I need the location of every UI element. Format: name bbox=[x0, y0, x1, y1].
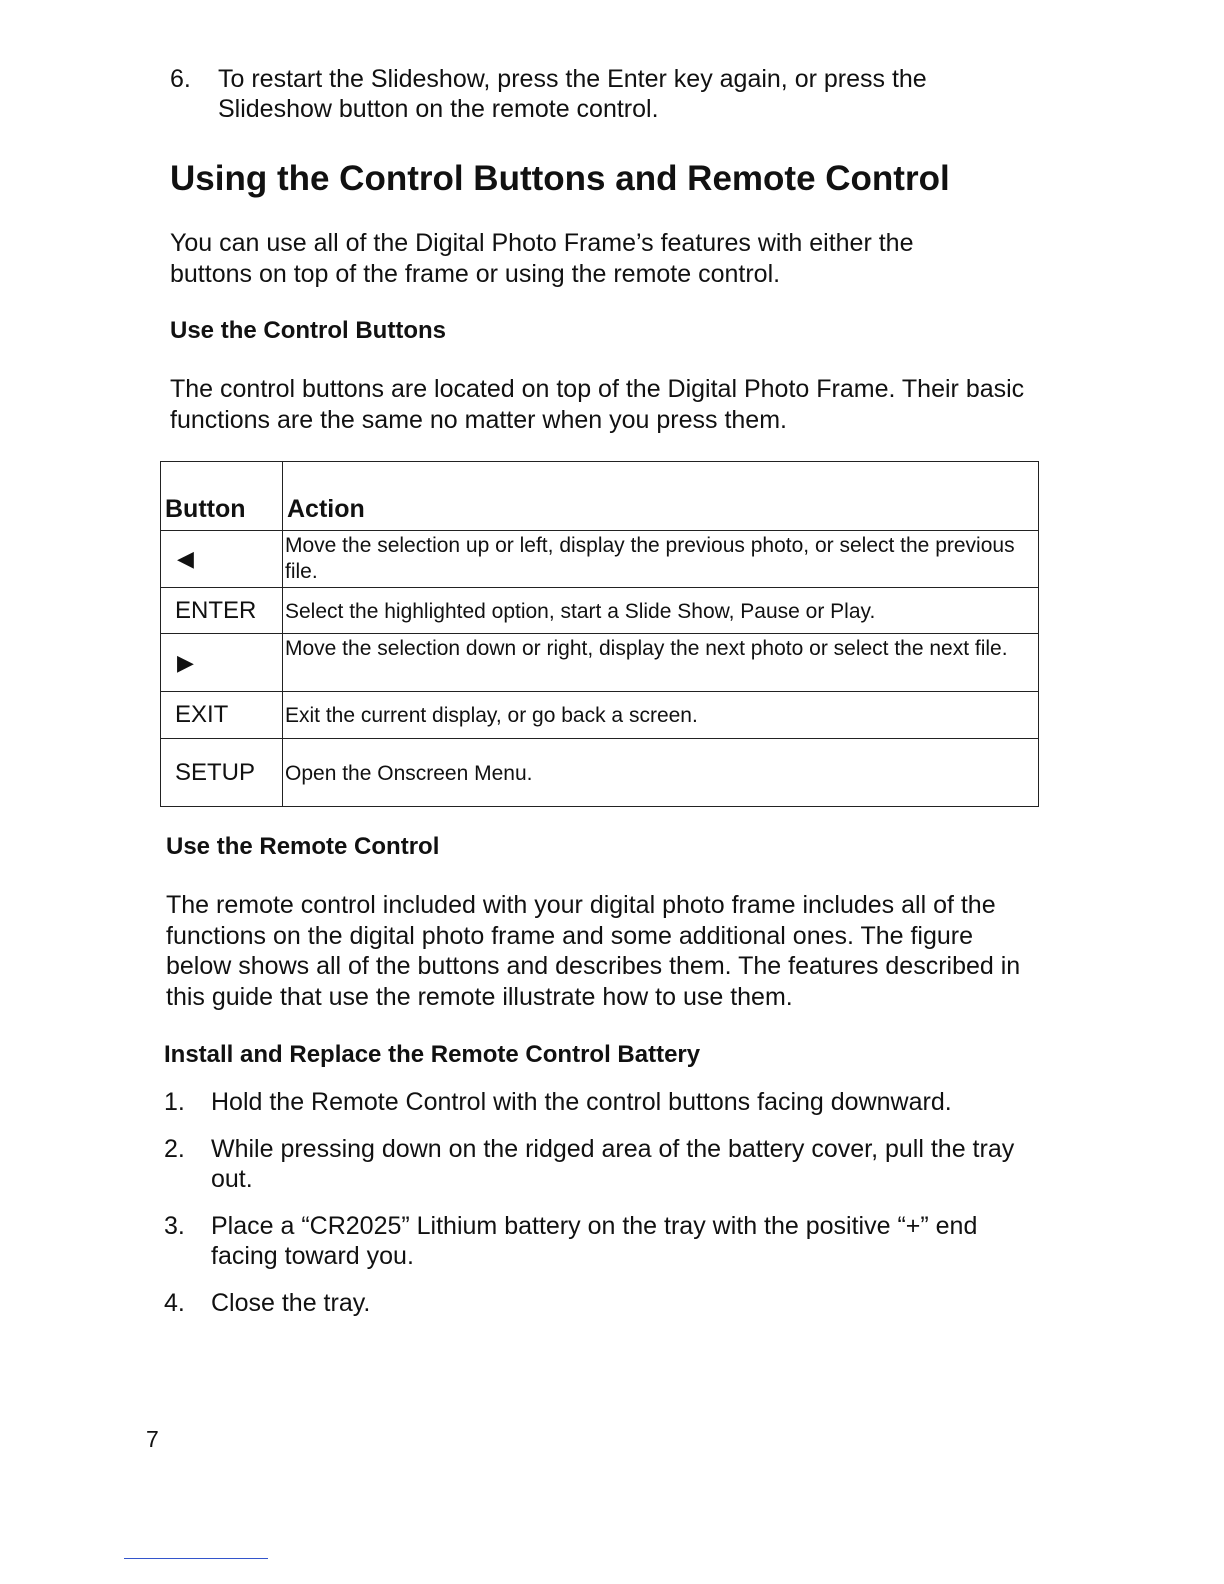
left-arrow-icon: ◀ bbox=[177, 546, 194, 571]
table-row bbox=[161, 692, 1039, 739]
intro-paragraph: You can use all of the Digital Photo Frame’s features with either the buttons on top of the frame or using the remote control. bbox=[170, 229, 914, 288]
control-buttons-table bbox=[160, 461, 1039, 807]
button-cell: ENTER bbox=[161, 588, 283, 634]
button-cell bbox=[161, 634, 283, 692]
step-number: 2. bbox=[164, 1135, 185, 1163]
step-number: 3. bbox=[164, 1212, 185, 1240]
button-cell: EXIT bbox=[161, 692, 283, 739]
button-cell bbox=[161, 531, 283, 588]
action-cell: Move the selection up or left, display the previous photo, or select the previous file. bbox=[283, 531, 1039, 588]
step-number: 4. bbox=[164, 1289, 185, 1317]
step-text: Place a “CR2025” Lithium battery on the tray with the positive “+” end facing toward you. bbox=[211, 1212, 978, 1270]
battery-heading: Install and Replace the Remote Control Battery bbox=[164, 1041, 701, 1068]
step-text: To restart the Slideshow, press the Enter key again, or press the Slideshow button on the remote control. bbox=[218, 65, 927, 123]
action-cell: Open the Onscreen Menu. bbox=[283, 739, 1039, 807]
table-header-row bbox=[161, 462, 1039, 531]
page-number: 7 bbox=[146, 1426, 159, 1452]
section-title: Using the Control Buttons and Remote Control bbox=[170, 159, 950, 198]
step-number: 6. bbox=[170, 65, 191, 93]
table-row bbox=[161, 634, 1039, 692]
step-text: Hold the Remote Control with the control buttons facing downward. bbox=[211, 1088, 952, 1116]
step-text: While pressing down on the ridged area of the battery cover, pull the tray out. bbox=[211, 1135, 1015, 1193]
action-cell: Select the highlighted option, start a Slide Show, Pause or Play. bbox=[283, 588, 1039, 634]
column-header-button: Button bbox=[161, 462, 283, 531]
table-row bbox=[161, 588, 1039, 634]
control-buttons-heading: Use the Control Buttons bbox=[170, 317, 446, 344]
table-row bbox=[161, 531, 1039, 588]
action-cell: Move the selection down or right, display the next photo or select the next file. bbox=[283, 634, 1039, 692]
control-buttons-paragraph: The control buttons are located on top of the Digital Photo Frame. Their basic functions are the same no matter when you press them. bbox=[170, 375, 1025, 434]
remote-control-heading: Use the Remote Control bbox=[166, 833, 440, 860]
step-number: 1. bbox=[164, 1088, 185, 1116]
footer-divider bbox=[124, 1558, 268, 1559]
remote-control-paragraph: The remote control included with your digital photo frame includes all of the functions on the digital photo frame and some additional ones. The figure below shows all of the buttons and describes them. The features described in this guide that use the remote illustrate how to use them. bbox=[166, 891, 1021, 1011]
step-text: Close the tray. bbox=[211, 1289, 371, 1317]
column-header-action: Action bbox=[283, 462, 1039, 531]
action-cell: Exit the current display, or go back a screen. bbox=[283, 692, 1039, 739]
right-arrow-icon: ▶ bbox=[177, 649, 194, 675]
table-row bbox=[161, 739, 1039, 807]
button-cell: SETUP bbox=[161, 739, 283, 807]
